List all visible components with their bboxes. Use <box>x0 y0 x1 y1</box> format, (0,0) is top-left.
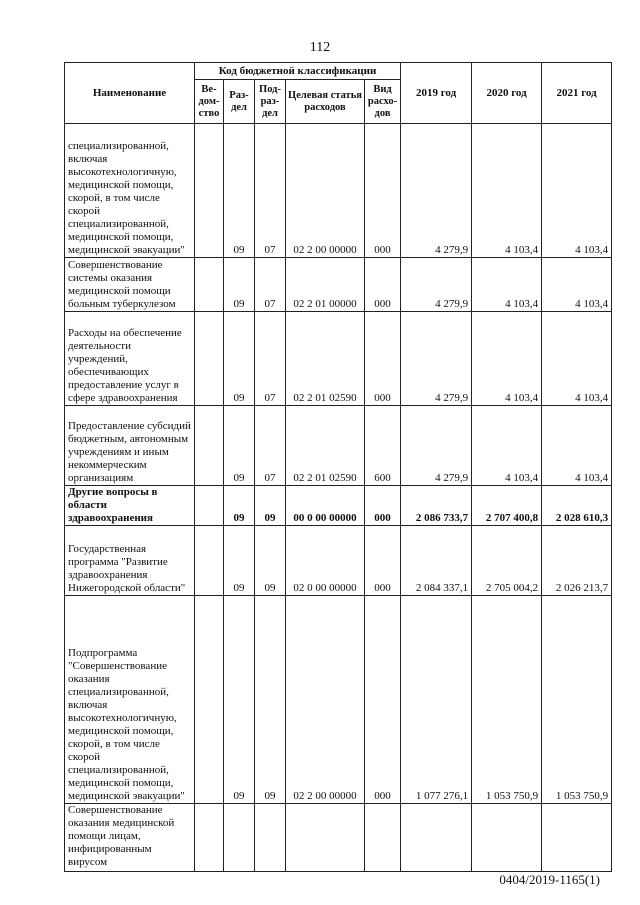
row-2019-cell: 1 077 276,1 <box>401 596 472 804</box>
table-body <box>65 124 612 872</box>
row-2020-cell: 4 103,4 <box>472 406 542 486</box>
row-2020-cell: 4 103,4 <box>472 312 542 406</box>
col-podrazdel-header: Под-раз-дел <box>255 80 286 124</box>
row-2021-cell: 4 103,4 <box>542 406 612 486</box>
row-2020-cell: 2 705 004,2 <box>472 526 542 596</box>
table-row <box>65 526 612 596</box>
row-2021-cell: 4 103,4 <box>542 312 612 406</box>
row-2020-cell <box>472 804 542 872</box>
row-vedomstvo-cell <box>195 258 224 312</box>
row-razdel-cell: 09 <box>224 526 255 596</box>
document-code: 0404/2019-1165(1) <box>499 872 600 887</box>
row-vid-cell <box>365 804 401 872</box>
row-celevaya-cell: 02 2 00 00000 <box>286 124 365 258</box>
row-vedomstvo-cell <box>195 596 224 804</box>
col-vid-header: Вид расхо-дов <box>365 80 401 124</box>
row-podrazdel-cell: 07 <box>255 312 286 406</box>
col-2019-header: 2019 год <box>401 63 472 124</box>
row-name-cell: Предоставление субсидий бюджетным, автономным учреждениям и иным некоммерческим организациям <box>65 406 195 486</box>
col-name-header: Наименование <box>65 63 195 124</box>
row-celevaya-cell: 00 0 00 00000 <box>286 486 365 526</box>
header-row-top <box>65 63 612 80</box>
row-podrazdel-cell: 09 <box>255 486 286 526</box>
row-celevaya-cell <box>286 804 365 872</box>
row-2019-cell: 4 279,9 <box>401 312 472 406</box>
row-celevaya-cell: 02 0 00 00000 <box>286 526 365 596</box>
row-razdel-cell <box>224 804 255 872</box>
row-name-cell: Совершенствование оказания медицинской помощи лицам, инфицированным вирусом <box>65 804 195 872</box>
row-vid-cell: 000 <box>365 526 401 596</box>
row-2020-cell: 1 053 750,9 <box>472 596 542 804</box>
row-vedomstvo-cell <box>195 124 224 258</box>
row-podrazdel-cell: 07 <box>255 124 286 258</box>
row-razdel-cell: 09 <box>224 312 255 406</box>
table-row <box>65 124 612 258</box>
row-vid-cell: 600 <box>365 406 401 486</box>
col-celevaya-header: Целевая статья расходов <box>286 80 365 124</box>
row-2019-cell: 2 084 337,1 <box>401 526 472 596</box>
row-2020-cell: 4 103,4 <box>472 124 542 258</box>
row-vedomstvo-cell <box>195 406 224 486</box>
table-row <box>65 312 612 406</box>
row-podrazdel-cell: 09 <box>255 596 286 804</box>
row-vedomstvo-cell <box>195 486 224 526</box>
row-podrazdel-cell <box>255 804 286 872</box>
row-2019-cell: 2 086 733,7 <box>401 486 472 526</box>
row-podrazdel-cell: 07 <box>255 406 286 486</box>
table-row <box>65 596 612 804</box>
row-vedomstvo-cell <box>195 804 224 872</box>
row-razdel-cell: 09 <box>224 486 255 526</box>
row-vid-cell: 000 <box>365 124 401 258</box>
budget-table <box>64 62 612 872</box>
row-celevaya-cell: 02 2 01 00000 <box>286 258 365 312</box>
row-razdel-cell: 09 <box>224 124 255 258</box>
row-2019-cell <box>401 804 472 872</box>
row-name-cell: Расходы на обеспечение деятельности учреждений, обеспечивающих предоставление услуг в сфере здравоохранения <box>65 312 195 406</box>
row-celevaya-cell: 02 2 01 02590 <box>286 406 365 486</box>
row-name-cell: специализированной, включая высокотехнологичную, медицинской помощи, скорой, в том числе скорой специализированной, медицинской помощи, медицинской эвакуации" <box>65 124 195 258</box>
row-vid-cell: 000 <box>365 596 401 804</box>
col-vedomstvo-header: Ве-дом-ство <box>195 80 224 124</box>
row-2019-cell: 4 279,9 <box>401 124 472 258</box>
row-2019-cell: 4 279,9 <box>401 258 472 312</box>
col-2020-header: 2020 год <box>472 63 542 124</box>
row-razdel-cell: 09 <box>224 258 255 312</box>
row-2021-cell: 4 103,4 <box>542 258 612 312</box>
table-row <box>65 804 612 872</box>
row-name-cell: Совершенствование системы оказания медицинской помощи больным туберкулезом <box>65 258 195 312</box>
row-name-cell: Другие вопросы в области здравоохранения <box>65 486 195 526</box>
row-podrazdel-cell: 09 <box>255 526 286 596</box>
row-2019-cell: 4 279,9 <box>401 406 472 486</box>
page-number: 112 <box>309 40 331 55</box>
row-vedomstvo-cell <box>195 312 224 406</box>
row-razdel-cell: 09 <box>224 406 255 486</box>
table-row <box>65 406 612 486</box>
row-celevaya-cell: 02 2 01 02590 <box>286 312 365 406</box>
col-2021-header: 2021 год <box>542 63 612 124</box>
table-row <box>65 258 612 312</box>
table-row <box>65 486 612 526</box>
row-podrazdel-cell: 07 <box>255 258 286 312</box>
row-2021-cell: 4 103,4 <box>542 124 612 258</box>
row-2021-cell: 2 026 213,7 <box>542 526 612 596</box>
row-vid-cell: 000 <box>365 312 401 406</box>
row-vid-cell: 000 <box>365 486 401 526</box>
row-2021-cell: 1 053 750,9 <box>542 596 612 804</box>
row-vedomstvo-cell <box>195 526 224 596</box>
row-celevaya-cell: 02 2 00 00000 <box>286 596 365 804</box>
row-2020-cell: 4 103,4 <box>472 258 542 312</box>
row-2021-cell: 2 028 610,3 <box>542 486 612 526</box>
row-2021-cell <box>542 804 612 872</box>
row-vid-cell: 000 <box>365 258 401 312</box>
row-name-cell: Подпрограмма "Совершенствование оказания специализированной, включая высокотехнологичную, медицинской помощи, скорой, в том числе скорой специализированной, медицинской помощи, медицинской эвакуации" <box>65 596 195 804</box>
col-group-header: Код бюджетной классификации <box>195 63 401 80</box>
row-2020-cell: 2 707 400,8 <box>472 486 542 526</box>
col-razdel-header: Раз-дел <box>224 80 255 124</box>
row-name-cell: Государственная программа "Развитие здравоохранения Нижегородской области" <box>65 526 195 596</box>
row-razdel-cell: 09 <box>224 596 255 804</box>
